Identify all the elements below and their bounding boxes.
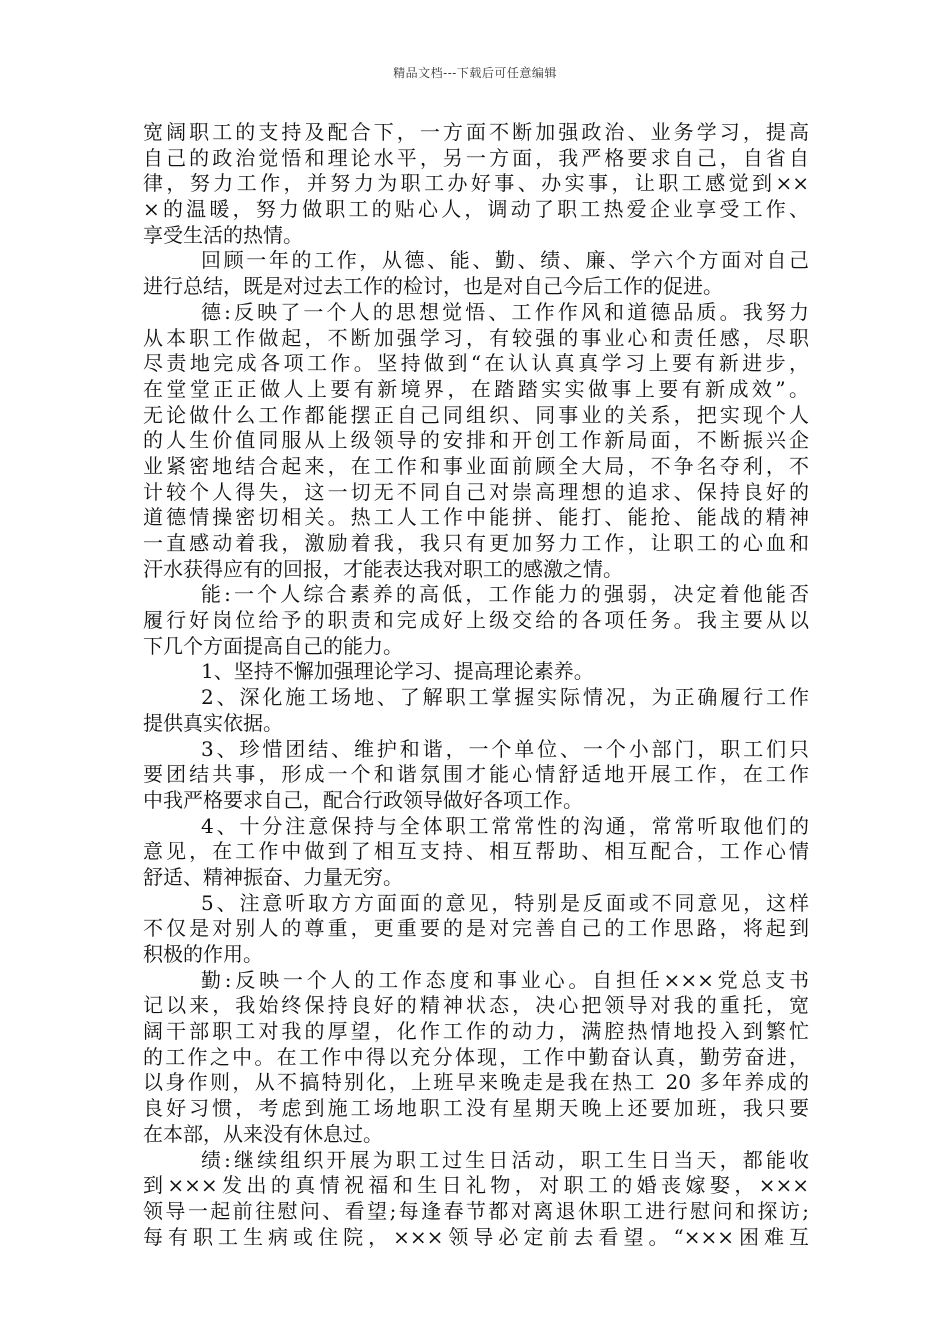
document-body: [143, 120, 809, 1250]
text-line: 中我严格要求自己，配合行政领导做好各项工作。: [143, 787, 583, 812]
text-line: 履行好岗位给予的职责和完成好上级交给的各项任务。我主要从以: [143, 608, 809, 633]
text-line: 计较个人得失，这一切无不同自己对崇高理想的追求、保持良好的: [143, 479, 809, 504]
text-line: 绩:继续组织开展为职工过生日活动，职工生日当天，都能收: [201, 1147, 809, 1172]
text-line: 汗水获得应有的回报，才能表达我对职工的感激之情。: [143, 556, 623, 581]
text-line: 下几个方面提高自己的能力。: [143, 633, 403, 658]
text-line: 自己的政治觉悟和理论水平，另一方面，我严格要求自己，自省自: [143, 145, 809, 170]
text-line: 不仅是对别人的尊重，更重要的是对完善自己的工作思路，将起到: [143, 916, 809, 941]
text-line: 1、坚持不懈加强理论学习、提高理论素养。: [201, 659, 594, 684]
text-line: 记以来，我始终保持良好的精神状态，决心把领导对我的重托，宽: [143, 993, 809, 1018]
text-line: 到×××发出的真情祝福和生日礼物，对职工的婚丧嫁娶，×××: [143, 1173, 809, 1198]
text-line: 要团结共事，形成一个和谐氛围才能心情舒适地开展工作，在工作: [143, 762, 809, 787]
text-line: 的工作之中。在工作中得以充分体现，工作中勤奋认真，勤劳奋进，: [143, 1044, 809, 1069]
text-line: 的人生价值同服从上级领导的安排和开创工作新局面，不断振兴企: [143, 428, 809, 453]
text-line: 德:反映了一个人的思想觉悟、工作作风和道德品质。我努力: [201, 299, 809, 324]
text-line: 意见，在工作中做到了相互支持、相互帮助、相互配合，工作心情: [143, 839, 809, 864]
text-line: 以身作则，从不搞特别化，上班早来晚走是我在热工 20 多年养成的: [143, 1070, 809, 1095]
text-line: 律，努力工作，并努力为职工办好事、办实事，让职工感觉到××: [143, 171, 809, 196]
text-line: ×的温暖，努力做职工的贴心人，调动了职工热爱企业享受工作、: [143, 197, 809, 222]
text-line: 积极的作用。: [143, 942, 263, 966]
text-line: 回顾一年的工作，从德、能、勤、绩、廉、学六个方面对自己: [201, 248, 809, 273]
text-line: 3、珍惜团结、维护和谐，一个单位、一个小部门，职工们只: [201, 736, 809, 761]
text-line: 无论做什么工作都能摆正自己同组织、同事业的关系，把实现个人: [143, 402, 809, 427]
text-line: 每有职工生病或住院，×××领导必定前去看望。“×××困难互: [143, 1224, 809, 1249]
text-line: 提供真实依据。: [143, 710, 283, 735]
text-line: 在本部，从来没有休息过。: [143, 1121, 383, 1146]
page-header: 精品文档---下载后可任意编辑: [393, 66, 557, 80]
text-line: 享受生活的热情。: [143, 222, 303, 247]
text-line: 领导一起前往慰问、看望;每逢春节都对离退休职工进行慰问和探访;: [143, 1198, 809, 1223]
text-line: 能:一个人综合素养的高低，工作能力的强弱，决定着他能否: [201, 582, 809, 607]
text-line: 一直感动着我，激励着我，我只有更加努力工作，让职工的心血和: [143, 531, 809, 555]
text-line: 尽责地完成各项工作。坚持做到“在认认真真学习上要有新进步，: [143, 351, 809, 376]
text-line: 进行总结，既是对过去工作的检讨，也是对自己今后工作的促进。: [143, 274, 723, 299]
text-line: 阔干部职工对我的厚望，化作工作的动力，满腔热情地投入到繁忙: [143, 1019, 809, 1044]
text-line: 2、深化施工场地、了解职工掌握实际情况，为正确履行工作: [201, 685, 809, 710]
text-line: 宽阔职工的支持及配合下，一方面不断加强政治、业务学习，提高: [143, 120, 809, 144]
text-line: 从本职工作做起，不断加强学习，有较强的事业心和责任感，尽职: [143, 325, 809, 350]
text-line: 良好习惯，考虑到施工场地职工没有星期天晚上还要加班，我只要: [143, 1096, 809, 1121]
text-line: 在堂堂正正做人上要有新境界，在踏踏实实做事上要有新成效”。: [143, 376, 809, 401]
text-line: 舒适、精神振奋、力量无穷。: [143, 864, 403, 889]
text-line: 勤:反映一个人的工作态度和事业心。自担任×××党总支书: [201, 967, 809, 992]
text-line: 4、十分注意保持与全体职工常常性的沟通，常常听取他们的: [201, 813, 809, 838]
text-line: 道德情操密切相关。热工人工作中能拼、能打、能抢、能战的精神: [143, 505, 809, 530]
text-line: 5、注意听取方方面面的意见，特别是反面或不同意见，这样: [201, 890, 809, 915]
text-line: 业紧密地结合起来，在工作和事业面前顾全大局，不争名夺利，不: [143, 453, 809, 478]
